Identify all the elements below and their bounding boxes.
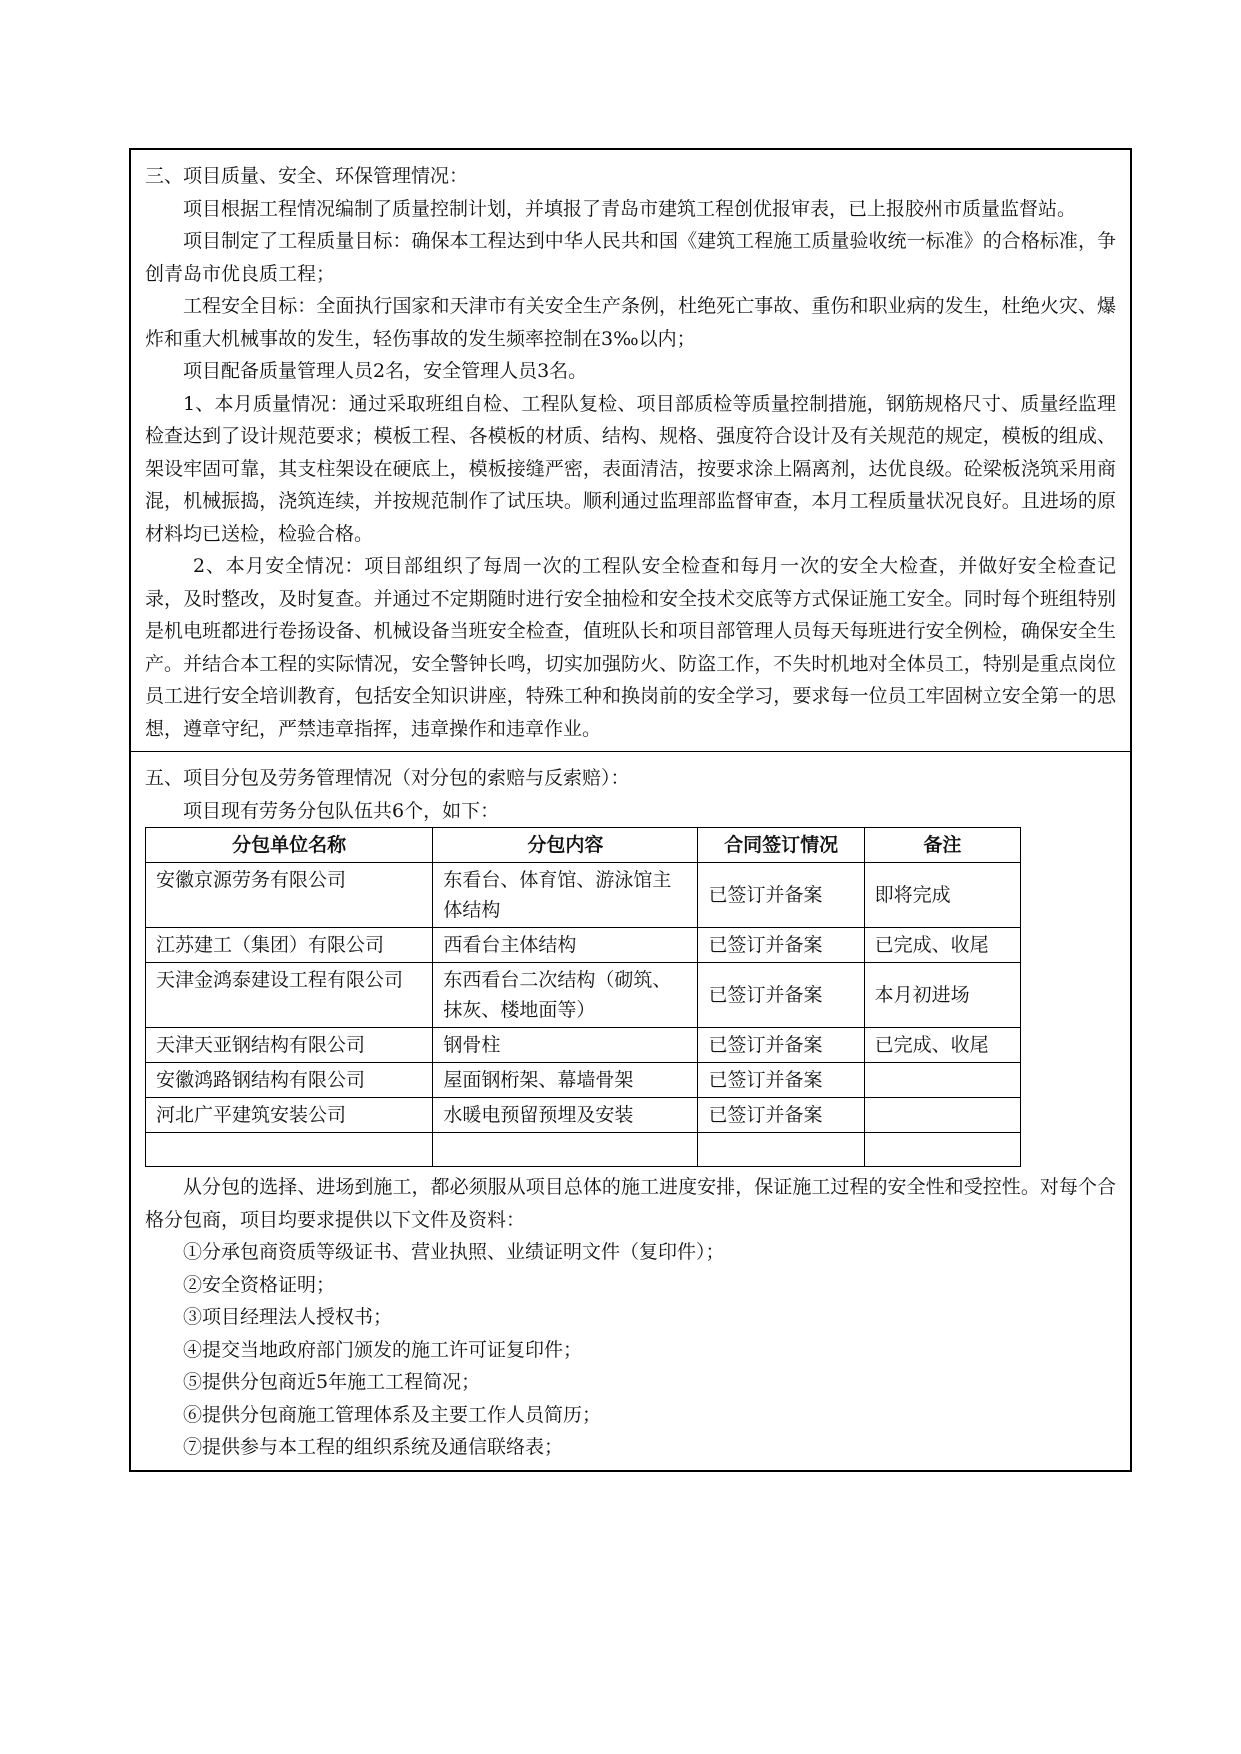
table-cell: 即将完成 [864, 863, 1020, 928]
table-cell: 本月初进场 [864, 963, 1020, 1028]
table-cell: 江苏建工（集团）有限公司 [146, 928, 433, 963]
table-cell: 河北广平建筑安装公司 [146, 1098, 433, 1133]
table-row [146, 1063, 1021, 1098]
table-row [146, 1028, 1021, 1063]
table-intro: 项目现有劳务分包队伍共6个，如下： [183, 799, 500, 822]
subcontractor-table [145, 827, 1021, 1167]
table-cell [864, 1133, 1020, 1167]
table-cell: 已签订并备案 [698, 1028, 864, 1063]
paragraph: 项目根据工程情况编制了质量控制计划，并填报了青岛市建筑工程创优报审表，已上报胶州市质量监督站。 [183, 197, 1077, 220]
table-cell: 已签订并备案 [698, 963, 864, 1028]
list-item: ⑥提供分包商施工管理体系及主要工作人员简历； [183, 1403, 602, 1426]
paragraph: 工程安全目标：全面执行国家和天津市有关安全生产条例，杜绝死亡事故、重伤和职业病的发生，杜绝火灾、爆炸和重大机械事故的发生，轻伤事故的发生频率控制在3‰以内； [145, 295, 1116, 350]
report-form [129, 148, 1132, 1472]
table-cell: 屋面钢桁架、幕墙骨架 [433, 1063, 698, 1098]
table-cell: 东看台、体育馆、游泳馆主体结构 [433, 863, 698, 928]
table-row [146, 863, 1021, 928]
table-row [146, 963, 1021, 1028]
table-cell: 已签订并备案 [698, 928, 864, 963]
table-cell: 已签订并备案 [698, 1063, 864, 1098]
table-cell: 天津金鸿泰建设工程有限公司 [146, 963, 433, 1028]
table-cell: 钢骨柱 [433, 1028, 698, 1063]
list-item: ⑦提供参与本工程的组织系统及通信联络表； [183, 1436, 564, 1458]
paragraph: 2、本月安全情况：项目部组织了每周一次的工程队安全检查和每月一次的安全大检查，并做好安全检查记录，及时整改，及时复查。并通过不定期随时进行安全抽检和安全技术交底等方式保证施工安全。同时每个班组特别是机电班都进行卷扬设备、机械设备当班安全检查，值班队长和项目部管理人员每天每班进行安全例检，确保安全生产。并结合本工程的实际情况，安全警钟长鸣，切实加强防火、防盗工作，不失时机地对全体员工，特别是重点岗位员工进行安全培训教育，包括安全知识讲座，特殊工种和换岗前的安全学习，要求每一位员工牢固树立安全第一的思想，遵章守纪，严禁违章指挥，违章操作和违章作业。 [145, 555, 1116, 740]
paragraph: 从分包的选择、进场到施工，都必须服从项目总体的施工进度安排，保证施工过程的安全性和受控性。对每个合格分包商，项目均要求提供以下文件及资料： [145, 1176, 1116, 1231]
table-cell: 已完成、收尾 [864, 928, 1020, 963]
column-header: 分包单位名称 [146, 828, 433, 863]
paragraph: 项目配备质量管理人员2名，安全管理人员3名。 [183, 360, 588, 382]
table-cell [433, 1133, 698, 1167]
table-row [146, 1133, 1021, 1167]
table-cell: 天津天亚钢结构有限公司 [146, 1028, 433, 1063]
table-cell [864, 1098, 1020, 1133]
column-header: 备注 [864, 828, 1020, 863]
quality-safety-section [131, 150, 1130, 752]
requirements-list [145, 1236, 1116, 1464]
column-header: 合同签订情况 [698, 828, 864, 863]
list-item: ③项目经理法人授权书； [183, 1306, 393, 1328]
table-cell [864, 1063, 1020, 1098]
section-heading-quality: 三、项目质量、安全、环保管理情况： [145, 165, 469, 187]
subcontract-section [131, 752, 1130, 1470]
table-cell: 西看台主体结构 [433, 928, 698, 963]
list-item: ①分承包商资质等级证书、营业执照、业绩证明文件（复印件）； [183, 1241, 725, 1263]
list-item: ④提交当地政府部门颁发的施工许可证复印件； [183, 1338, 583, 1361]
table-row [146, 928, 1021, 963]
table-cell: 水暖电预留预埋及安装 [433, 1098, 698, 1133]
section-heading-subcontract: 五、项目分包及劳务管理情况（对分包的索赔与反索赔）： [145, 767, 630, 789]
table-cell: 安徽京源劳务有限公司 [146, 863, 433, 928]
table-row [146, 1098, 1021, 1133]
column-header: 分包内容 [433, 828, 698, 863]
list-item: ⑤提供分包商近5年施工工程简况； [183, 1371, 481, 1393]
table-cell [698, 1133, 864, 1167]
table-cell: 已完成、收尾 [864, 1028, 1020, 1063]
table-cell [146, 1133, 433, 1167]
table-cell: 东西看台二次结构（砌筑、抹灰、楼地面等） [433, 963, 698, 1028]
paragraph: 1、本月质量情况：通过采取班组自检、工程队复检、项目部质检等质量控制措施，钢筋规格尺寸、质量经监理检查达到了设计规范要求；模板工程、各模板的材质、结构、规格、强度符合设计及有关规范的规定，模板的组成、架设牢固可靠，其支柱架设在硬底上，模板接缝严密，表面清洁，按要求涂上隔离剂，达优良级。砼梁板浇筑采用商混，机械振捣，浇筑连续，并按规范制作了试压块。顺利通过监理部监督审查，本月工程质量状况良好。且进场的原材料均已送检，检验合格。 [145, 392, 1116, 545]
table-cell: 已签订并备案 [698, 863, 864, 928]
list-item: ②安全资格证明； [183, 1273, 336, 1296]
paragraph: 项目制定了工程质量目标：确保本工程达到中华人民共和国《建筑工程施工质量验收统一标准》的合格标准，争创青岛市优良质工程； [145, 230, 1116, 285]
table-cell: 已签订并备案 [698, 1098, 864, 1133]
table-cell: 安徽鸿路钢结构有限公司 [146, 1063, 433, 1098]
table-header-row [146, 828, 1021, 863]
